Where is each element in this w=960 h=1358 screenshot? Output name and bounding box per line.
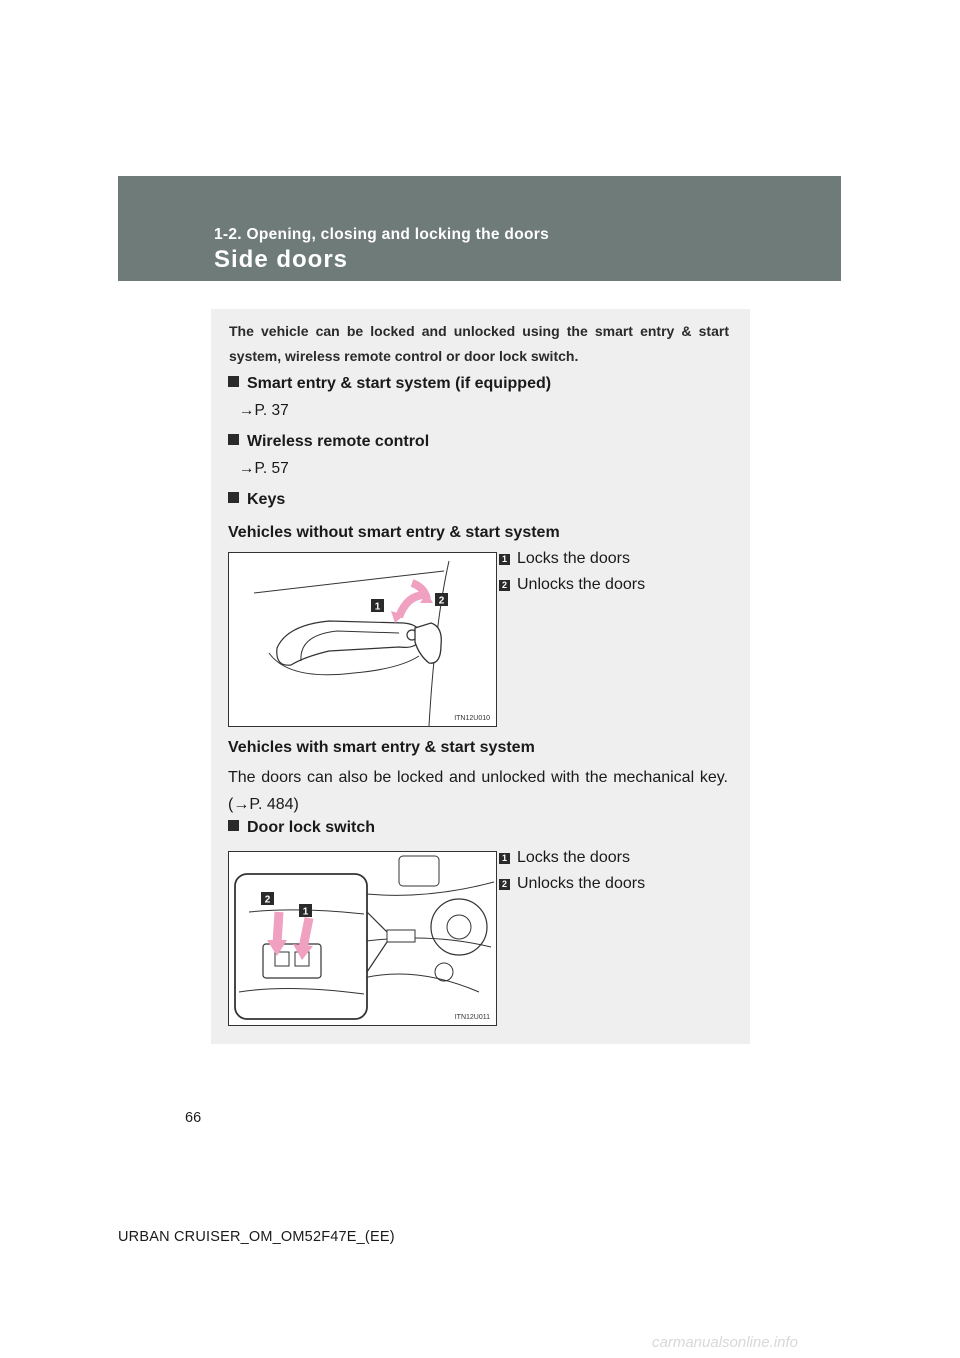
marker-2: 2	[438, 595, 445, 607]
figure-code: ITN12U010	[454, 715, 490, 722]
number-badge: 2	[499, 879, 510, 890]
page-number: 66	[185, 1110, 202, 1126]
heading-keys: Keys	[228, 491, 285, 509]
legend-item-unlock: 2 Unlocks the doors	[499, 875, 645, 893]
number-badge: 1	[499, 853, 510, 864]
marker-2: 2	[264, 894, 271, 906]
keys-with-text: The doors can also be locked and unlocked with the mechanical key. (→P. 484)	[228, 769, 728, 813]
ref-wireless[interactable]: →P. 57	[239, 460, 289, 477]
bullet-square-icon	[228, 820, 239, 831]
page-header	[118, 176, 841, 281]
intro-text: The vehicle can be locked and unlocked using the smart entry & start system, wireless remote control or door lock switch.	[229, 323, 729, 364]
heading-smart-entry: Smart entry & start system (if equipped)	[228, 375, 551, 393]
figure-key-lock	[228, 552, 497, 727]
number-badge: 2	[499, 580, 510, 591]
legend-item-unlock: 2 Unlocks the doors	[499, 576, 645, 594]
heading-wireless: Wireless remote control	[228, 433, 429, 451]
marker-1: 1	[374, 601, 381, 613]
figure-door-lock-switch	[228, 851, 497, 1026]
bullet-square-icon	[228, 492, 239, 503]
keys-with-title: Vehicles with smart entry & start system	[228, 739, 535, 756]
watermark: carmanualsonline.info	[652, 1334, 798, 1351]
figure-code: ITN12U011	[454, 1014, 490, 1021]
legend-item-lock: 1 Locks the doors	[499, 849, 630, 867]
keys-without-title: Vehicles without smart entry & start system	[228, 524, 560, 541]
content-panel	[211, 309, 750, 1044]
section-title: 1-2. Opening, closing and locking the doors	[214, 226, 549, 243]
footer-doc-code: URBAN CRUISER_OM_OM52F47E_(EE)	[118, 1229, 395, 1245]
page-title: Side doors	[214, 246, 349, 273]
number-badge: 1	[499, 554, 510, 565]
bullet-square-icon	[228, 376, 239, 387]
legend-item-lock: 1 Locks the doors	[499, 550, 630, 568]
heading-door-lock: Door lock switch	[228, 819, 375, 837]
marker-1: 1	[302, 906, 309, 918]
ref-smart-entry[interactable]: →P. 37	[239, 402, 289, 419]
bullet-square-icon	[228, 434, 239, 445]
